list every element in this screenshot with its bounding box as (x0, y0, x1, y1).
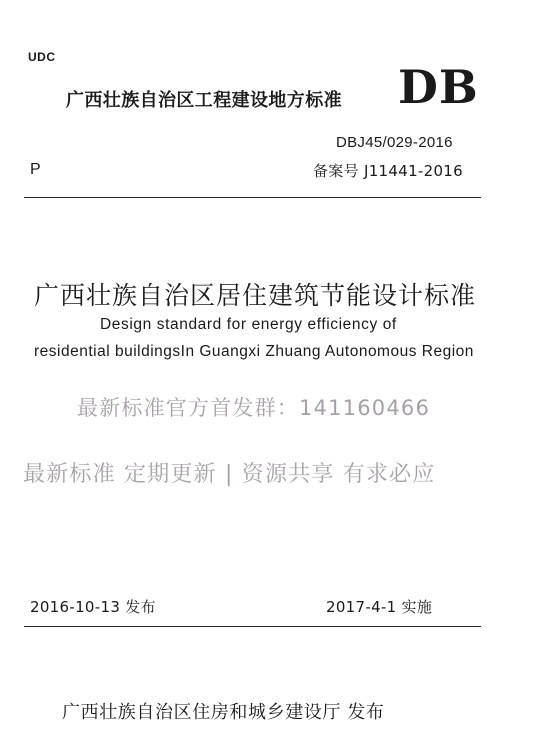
watermark-line1: 最新标准官方首发群：141160466 (77, 396, 431, 420)
udc-label: UDC (28, 50, 56, 64)
standard-code: DBJ45/029-2016 (336, 134, 453, 151)
db-mark: DB (398, 60, 479, 114)
standard-type-heading: 广西壮族自治区工程建设地方标准 (66, 90, 342, 111)
bottom-divider (24, 626, 481, 627)
watermark-line2: 最新标准 定期更新 | 资源共享 有求必应 (23, 462, 436, 487)
record-number: 备案号 J11441-2016 (313, 162, 463, 180)
top-divider (24, 197, 481, 198)
issue-date: 2016-10-13 发布 (30, 598, 156, 616)
document-title-english-line2: residential buildingsIn Guangxi Zhuang Autonomous Region (34, 343, 474, 360)
document-title-chinese: 广西壮族自治区居住建筑节能设计标准 (34, 281, 477, 310)
document-title-english-line1: Design standard for energy efficiency of (100, 316, 397, 333)
implementation-date: 2017-4-1 实施 (326, 598, 433, 616)
publisher: 广西壮族自治区住房和城乡建设厅 发布 (62, 702, 385, 723)
category-label: P (30, 161, 41, 178)
